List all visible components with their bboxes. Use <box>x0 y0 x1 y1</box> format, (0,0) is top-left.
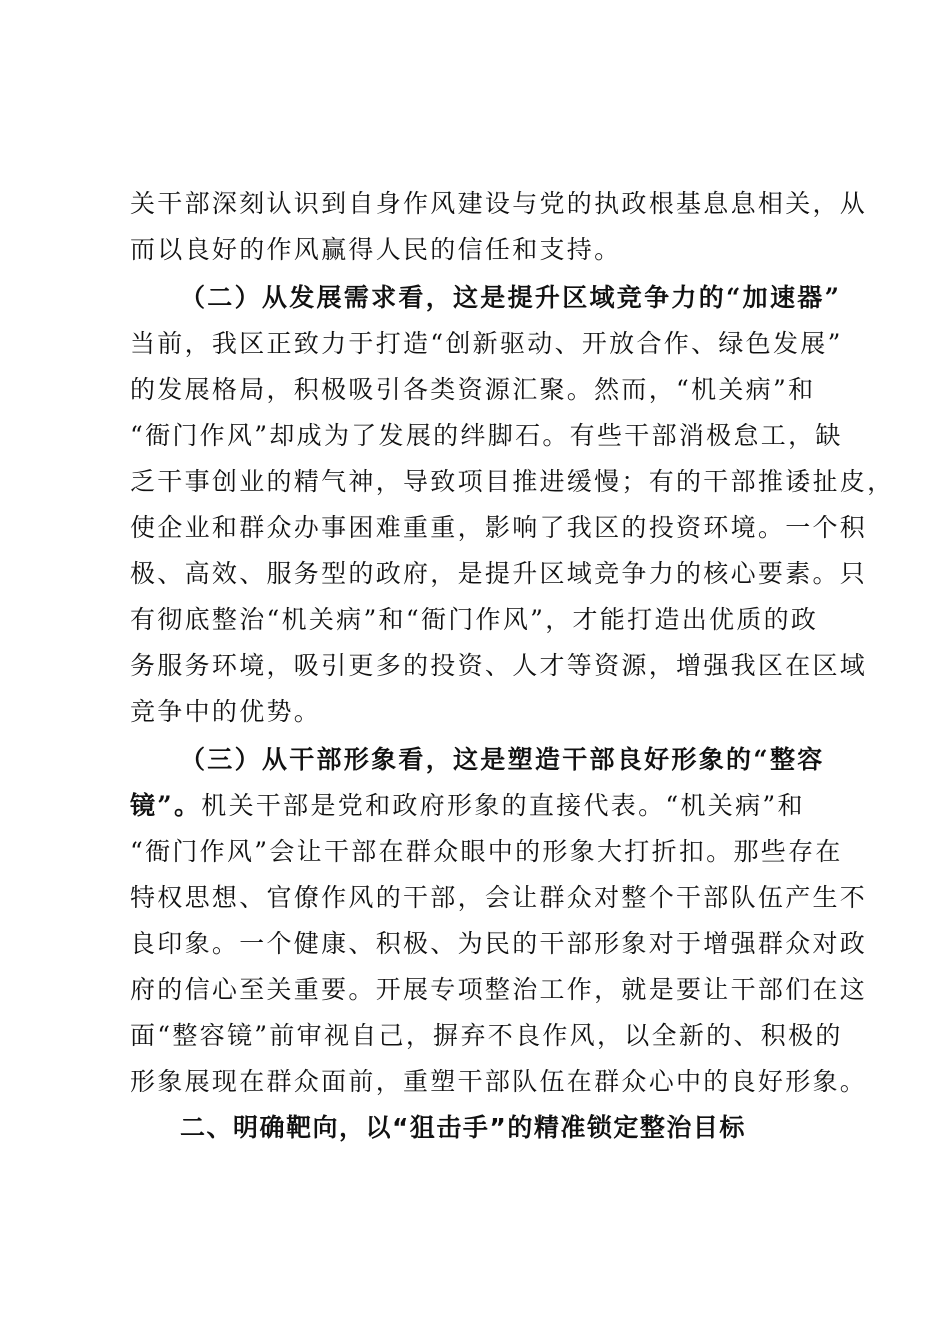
paragraph-line: 良印象。一个健康、积极、为民的干部形象对于增强群众对政 <box>130 929 868 958</box>
paragraph-line: 乏干事创业的精气神，导致项目推进缓慢；有的干部推诿扯皮， <box>130 467 895 496</box>
subsection-heading-2: （二）从发展需求看，这是提升区域竞争力的“加速器” <box>180 283 842 312</box>
paragraph-line: 关干部深刻认识到自身作风建设与党的执政根基息息相关，从 <box>130 189 868 218</box>
paragraph-line: 当前，我区正致力于打造“创新驱动、开放合作、绿色发展” <box>130 329 843 358</box>
paragraph-line: 特权思想、官僚作风的干部，会让群众对整个干部队伍产生不 <box>130 883 868 912</box>
paragraph-line: 而以良好的作风赢得人民的信任和支持。 <box>130 235 622 264</box>
subsection-heading-3: （三）从干部形象看，这是塑造干部良好形象的“整容 <box>180 745 825 774</box>
paragraph-line: 有彻底整治“机关病”和“衙门作风”，才能打造出优质的政 <box>130 605 819 634</box>
subsection-heading-3-end: 镜”。 <box>130 791 202 820</box>
paragraph-line: 极、高效、服务型的政府，是提升区域竞争力的核心要素。只 <box>130 559 868 588</box>
paragraph-line: 使企业和群众办事困难重重，影响了我区的投资环境。一个积 <box>130 513 868 542</box>
paragraph-line: 形象展现在群众面前，重塑干部队伍在群众心中的良好形象。 <box>130 1067 868 1096</box>
paragraph-line: 的发展格局，积极吸引各类资源汇聚。然而，“机关病”和 <box>130 375 816 404</box>
section-heading-2: 二、明确靶向，以“狙击手”的精准锁定整治目标 <box>180 1113 746 1142</box>
paragraph-line: 面“整容镜”前审视自己，摒弃不良作风，以全新的、积极的 <box>130 1021 843 1050</box>
paragraph-line <box>130 788 850 824</box>
paragraph-line: 务服务环境，吸引更多的投资、人才等资源，增强我区在区域 <box>130 651 868 680</box>
paragraph-line: 竞争中的优势。 <box>130 697 322 726</box>
paragraph-line: “衙门作风”却成为了发展的绊脚石。有些干部消极怠工，缺 <box>130 421 843 450</box>
paragraph-line: 府的信心至关重要。开展专项整治工作，就是要让干部们在这 <box>130 975 868 1004</box>
paragraph-text: 机关干部是党和政府形象的直接代表。“机关病”和 <box>201 791 805 820</box>
paragraph-line: “衙门作风”会让干部在群众眼中的形象大打折扣。那些存在 <box>130 837 843 866</box>
